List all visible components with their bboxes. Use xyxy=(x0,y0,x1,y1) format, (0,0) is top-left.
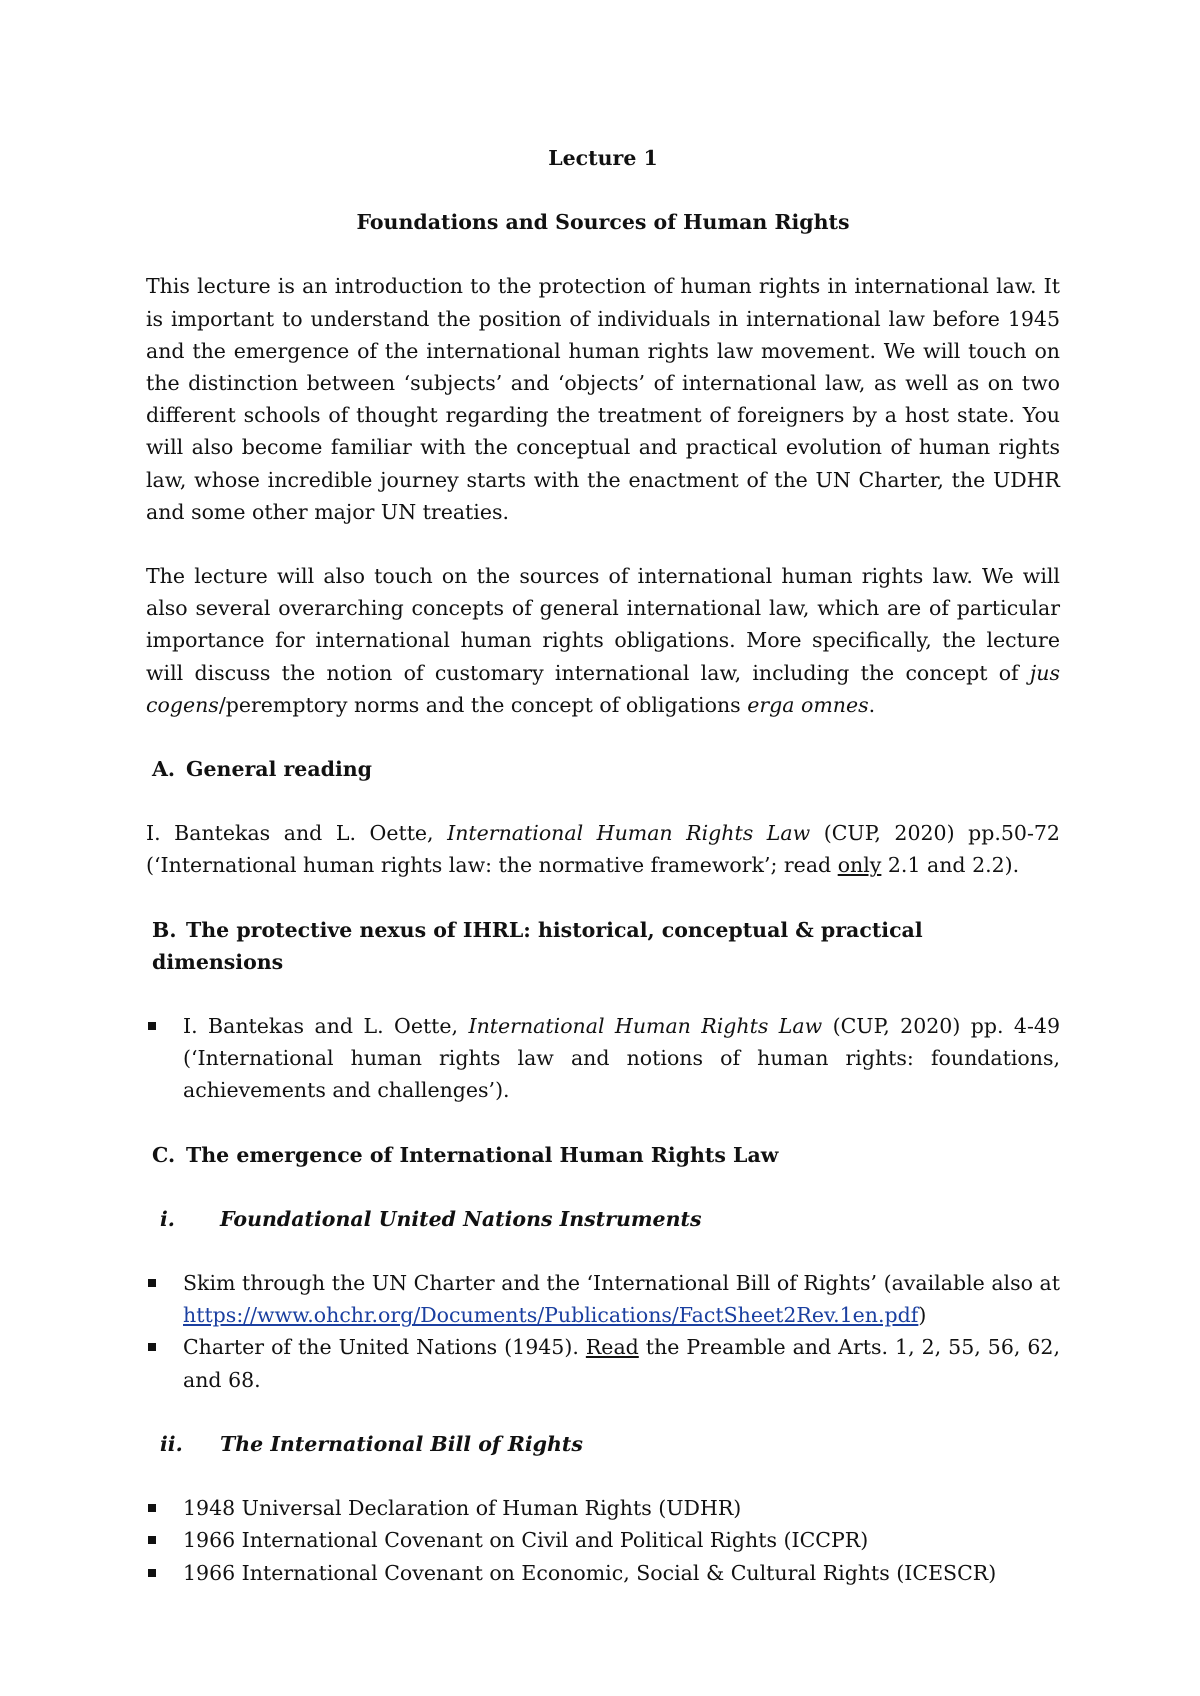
ref-authors: I. Bantekas and L. Oette, xyxy=(146,821,448,846)
read-emphasis: Read xyxy=(585,1335,639,1360)
ref-only-emphasis: only xyxy=(837,853,882,878)
jus-cogens-term: jus cogens xyxy=(146,660,1060,717)
section-c-heading xyxy=(146,1139,1060,1171)
erga-omnes-term: erga omnes xyxy=(747,692,869,717)
subsection-ii-number: ii. xyxy=(160,1431,183,1456)
list-item-text-end: ) xyxy=(918,1303,927,1328)
section-c-title: The emergence of International Human Rights Law xyxy=(186,1142,779,1167)
list-item-text-end: the Preamble and Arts. 1, 2, 55, 56, 62, and 68. xyxy=(183,1335,1060,1392)
intro-paragraph-2 xyxy=(146,560,1060,721)
document-content xyxy=(146,142,1060,1621)
square-bullet-icon xyxy=(148,1504,156,1512)
section-b-letter: B. xyxy=(152,917,177,942)
square-bullet-icon xyxy=(148,1343,156,1351)
square-bullet-icon xyxy=(148,1536,156,1544)
subsection-i-heading xyxy=(146,1203,1060,1235)
subsection-i-list xyxy=(146,1267,1060,1396)
intro-text-part3: . xyxy=(868,692,876,717)
list-item-text: 1966 International Covenant on Civil and Political Rights (ICCPR) xyxy=(183,1528,869,1553)
list-item xyxy=(146,1267,1060,1331)
section-b-heading xyxy=(146,914,1060,978)
square-bullet-icon xyxy=(148,1279,156,1287)
section-a-title: General reading xyxy=(186,757,372,782)
section-b-list xyxy=(146,1010,1060,1107)
subsection-i-title: Foundational United Nations Instruments xyxy=(220,1206,702,1231)
ref-authors: I. Bantekas and L. Oette, xyxy=(183,1014,469,1039)
lecture-subtitle: Foundations and Sources of Human Rights xyxy=(356,210,850,235)
square-bullet-icon xyxy=(148,1022,156,1030)
section-c-letter: C. xyxy=(152,1142,176,1167)
subsection-i-number: i. xyxy=(160,1206,175,1231)
intro-text-part2: /peremptory norms and the concept of obligations xyxy=(218,692,748,717)
intro-paragraph-1: This lecture is an introduction to the protection of human rights in international law. It is important to understand the position of individuals in international law before 1945 and the emergence of the international human rights law movement. We will touch on the distinction between ‘subjects’ and ‘objects’ of international law, as well as on two different schools of thought regarding the treatment of foreigners by a host state. You will also become familiar with the conceptual and practical evolution of human rights law, whose incredible journey starts with the enactment of the UN Charter, the UDHR and some other major UN treaties. xyxy=(146,274,1060,524)
section-b-title: The protective nexus of IHRL: historical, conceptual & practical dimensions xyxy=(152,917,923,974)
ohchr-factsheet-link[interactable]: https://www.ohchr.org/Documents/Publications/FactSheet2Rev.1en.pdf xyxy=(183,1303,919,1328)
list-item-text: Skim through the UN Charter and the ‘International Bill of Rights’ (available also at xyxy=(183,1271,1060,1296)
intro-text-part1: The lecture will also touch on the sources of international human rights law. We will also several overarching concepts of general international law, which are of particular importance for international human rights obligations. More specifically, the lecture will discuss the notion of customary international law, including the concept of xyxy=(146,564,1060,685)
section-a-letter: A. xyxy=(152,757,176,782)
square-bullet-icon xyxy=(148,1569,156,1577)
list-item xyxy=(146,1524,1060,1556)
list-item xyxy=(146,1331,1060,1395)
subsection-ii-title: The International Bill of Rights xyxy=(220,1431,583,1456)
ref-book-title: International Human Rights Law xyxy=(468,1014,823,1039)
list-item-text: 1948 Universal Declaration of Human Rights (UDHR) xyxy=(183,1496,742,1521)
lecture-title: Lecture 1 xyxy=(548,146,658,170)
subsection-ii-heading xyxy=(146,1428,1060,1460)
subsection-ii-list xyxy=(146,1492,1060,1589)
ref-details: (CUP, 2020) pp.50-72 (‘International human rights law: the normative framework’; read xyxy=(146,821,1060,878)
section-a-reference xyxy=(146,817,1060,881)
list-item-text: Charter of the United Nations (1945). xyxy=(183,1335,586,1360)
list-item xyxy=(146,1557,1060,1589)
ref-details: (CUP, 2020) pp. 4-49 (‘International human rights law and notions of human rights: foundations, achievements and challenges’). xyxy=(183,1014,1060,1103)
ref-sections: 2.1 and 2.2). xyxy=(881,853,1020,878)
ref-book-title: International Human Rights Law xyxy=(447,821,811,846)
section-a-heading xyxy=(146,753,1060,785)
list-item-text: 1966 International Covenant on Economic, Social & Cultural Rights (ICESCR) xyxy=(183,1560,997,1585)
list-item xyxy=(146,1492,1060,1524)
list-item xyxy=(146,1010,1060,1107)
